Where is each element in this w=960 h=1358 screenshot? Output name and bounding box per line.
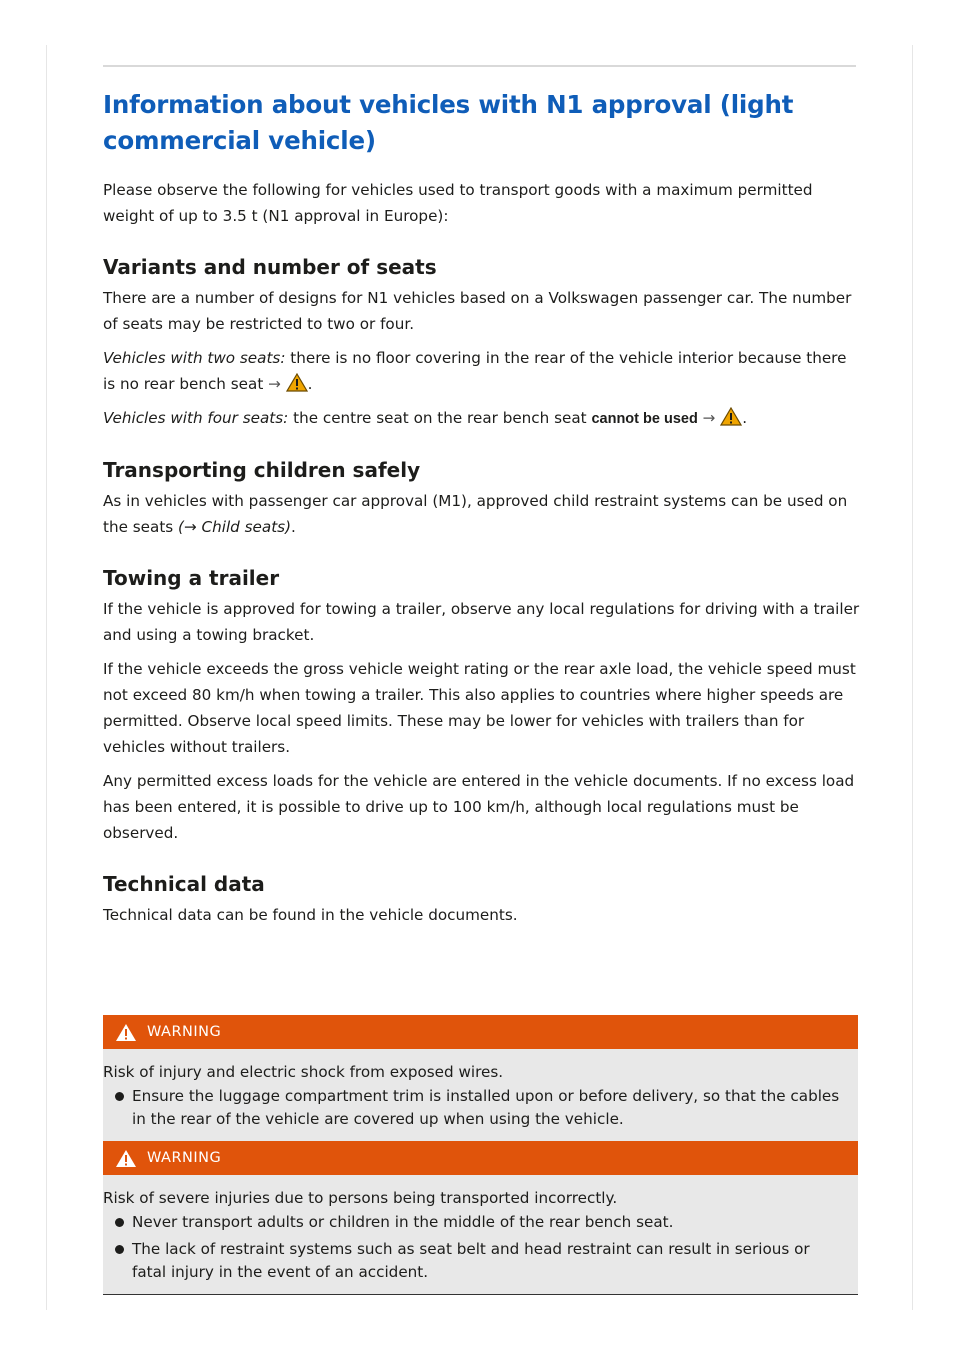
warning-triangle-icon xyxy=(115,1023,137,1042)
warning-label: WARNING xyxy=(147,1024,222,1040)
arrow-icon: → xyxy=(702,409,716,427)
section-heading-towing: Towing a trailer xyxy=(103,566,280,590)
warning-list xyxy=(103,1211,842,1284)
warning-lead: Risk of severe injuries due to persons being transported incorrectly. xyxy=(103,1189,618,1207)
section-towing xyxy=(103,564,863,846)
warning-body xyxy=(103,1049,858,1142)
four-seats-label: Vehicles with four seats: xyxy=(103,409,289,427)
warning-header xyxy=(103,1015,858,1049)
warning-box-1 xyxy=(103,1015,858,1142)
children-description: As in vehicles with passenger car approval (M1), approved child restraint systems can be used on the seats xyxy=(103,492,848,536)
child-seats-link[interactable]: (→ Child seats) xyxy=(178,518,292,536)
section-heading-children: Transporting children safely xyxy=(103,458,421,482)
section-technical xyxy=(103,870,863,928)
page-title: Information about vehicles with N1 approval (light commercial vehicle) xyxy=(103,90,794,155)
two-seats-text: Vehicles with two seats: there is no floor covering in the rear of the vehicle interior because there is no rear bench seat → . xyxy=(103,349,847,393)
warning-lead: Risk of injury and electric shock from exposed wires. xyxy=(103,1063,504,1081)
left-margin-rule xyxy=(46,45,47,1310)
intro-text: Please observe the following for vehicles used to transport goods with a maximum permitted weight of up to 3.5 t (N1 approval in Europe): xyxy=(103,181,813,225)
right-margin-rule xyxy=(912,45,913,1310)
arrow-icon: → xyxy=(268,375,281,393)
towing-text-1: If the vehicle is approved for towing a trailer, observe any local regulations for driving with a trailer and using a towing bracket. xyxy=(103,600,860,644)
warning-label: WARNING xyxy=(147,1150,222,1166)
list-item: The lack of restraint systems such as seat belt and head restraint can result in serious or fatal injury in the event of an accident. xyxy=(103,1238,842,1284)
section-heading-technical: Technical data xyxy=(103,872,265,896)
four-seats-description: the centre seat on the rear bench seat xyxy=(293,409,587,427)
warning-box-2 xyxy=(103,1141,858,1295)
four-seats-emphasis: cannot be used xyxy=(591,411,698,427)
page-content xyxy=(103,87,863,928)
section-children xyxy=(103,456,863,540)
two-seats-description: there is no floor covering in the rear of the vehicle interior because there is no rear bench seat xyxy=(103,349,847,393)
towing-text-3: Any permitted excess loads for the vehicle are entered in the vehicle documents. If no excess load has been entered, it is possible to drive up to 100 km/h, although local regulations must be observed. xyxy=(103,772,855,842)
children-text: As in vehicles with passenger car approval (M1), approved child restraint systems can be used on the seats (→ Child seats). xyxy=(103,492,848,536)
warning-body xyxy=(103,1175,858,1295)
section-variants xyxy=(103,253,863,432)
section-heading-variants: Variants and number of seats xyxy=(103,255,437,279)
warning-triangle-icon[interactable] xyxy=(720,407,742,426)
warning-header xyxy=(103,1141,858,1175)
two-seats-label: Vehicles with two seats: xyxy=(103,349,286,367)
list-item: Ensure the luggage compartment trim is installed upon or before delivery, so that the cables in the rear of the vehicle are covered up when using the vehicle. xyxy=(103,1085,842,1131)
variants-text: There are a number of designs for N1 vehicles based on a Volkswagen passenger car. The number of seats may be restricted to two or four. xyxy=(103,289,852,333)
towing-text-2: If the vehicle exceeds the gross vehicle weight rating or the rear axle load, the vehicle speed must not exceed 80 km/h when towing a trailer. This also applies to countries where higher speeds are permitted. Observe local speed limits. These may be lower for vehicles with trailers than for vehicles without trailers. xyxy=(103,660,856,756)
four-seats-text: Vehicles with four seats: the centre seat on the rear bench seat cannot be used → . xyxy=(103,409,748,427)
warning-list xyxy=(103,1085,842,1131)
header-rule xyxy=(103,65,856,67)
warning-triangle-icon[interactable] xyxy=(286,373,308,392)
list-item: Never transport adults or children in the middle of the rear bench seat. xyxy=(103,1211,842,1234)
technical-text: Technical data can be found in the vehicle documents. xyxy=(103,906,518,924)
warning-triangle-icon xyxy=(115,1149,137,1168)
